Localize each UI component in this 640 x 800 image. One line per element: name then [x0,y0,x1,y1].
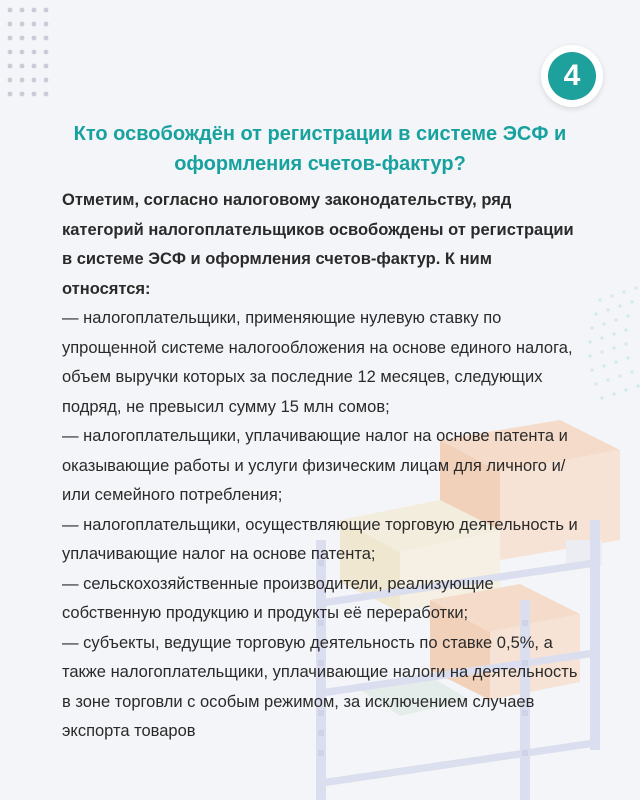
list-item: — налогоплательщики, уплачивающие налог на основе патента и оказывающие работы и услуги физическим лицам для личного и/или семейного потребления; [62,427,568,504]
list-item: — субъекты, ведущие торговую деятельность по ставке 0,5%, а также налогоплательщики, уплачивающие налоги на деятельность в зоне торговли с особым режимом, за исключением случаев экспорта товаров [62,633,578,740]
dot-pattern-top-left [8,8,49,97]
step-number: 4 [548,52,596,100]
dot-pattern-right [588,286,639,399]
step-number-badge [541,45,603,107]
list-item: — сельскохозяйственные производители, реализующие собственную продукцию и продукты её переработки; [62,574,494,622]
article-body [62,186,582,747]
page-title: Кто освобождён от регистрации в системе ЭСФ и оформления счетов-фактур? [73,123,567,175]
list-item: — налогоплательщики, применяющие нулевую ставку по упрощенной системе налогообложения на основе единого налога, объем выручки которых за последние 12 месяцев, следующих подряд, не превысил сумму 15 млн сомов; [62,309,573,416]
list-item: — налогоплательщики, осуществляющие торговую деятельность и уплачивающие налог на основе патента; [62,515,578,563]
intro-paragraph: Отметим, согласно налоговому законодательству, ряд категорий налогоплательщиков освобождены от регистрации в системе ЭСФ и оформления счетов-фактур. К ним относятся: [62,191,574,298]
